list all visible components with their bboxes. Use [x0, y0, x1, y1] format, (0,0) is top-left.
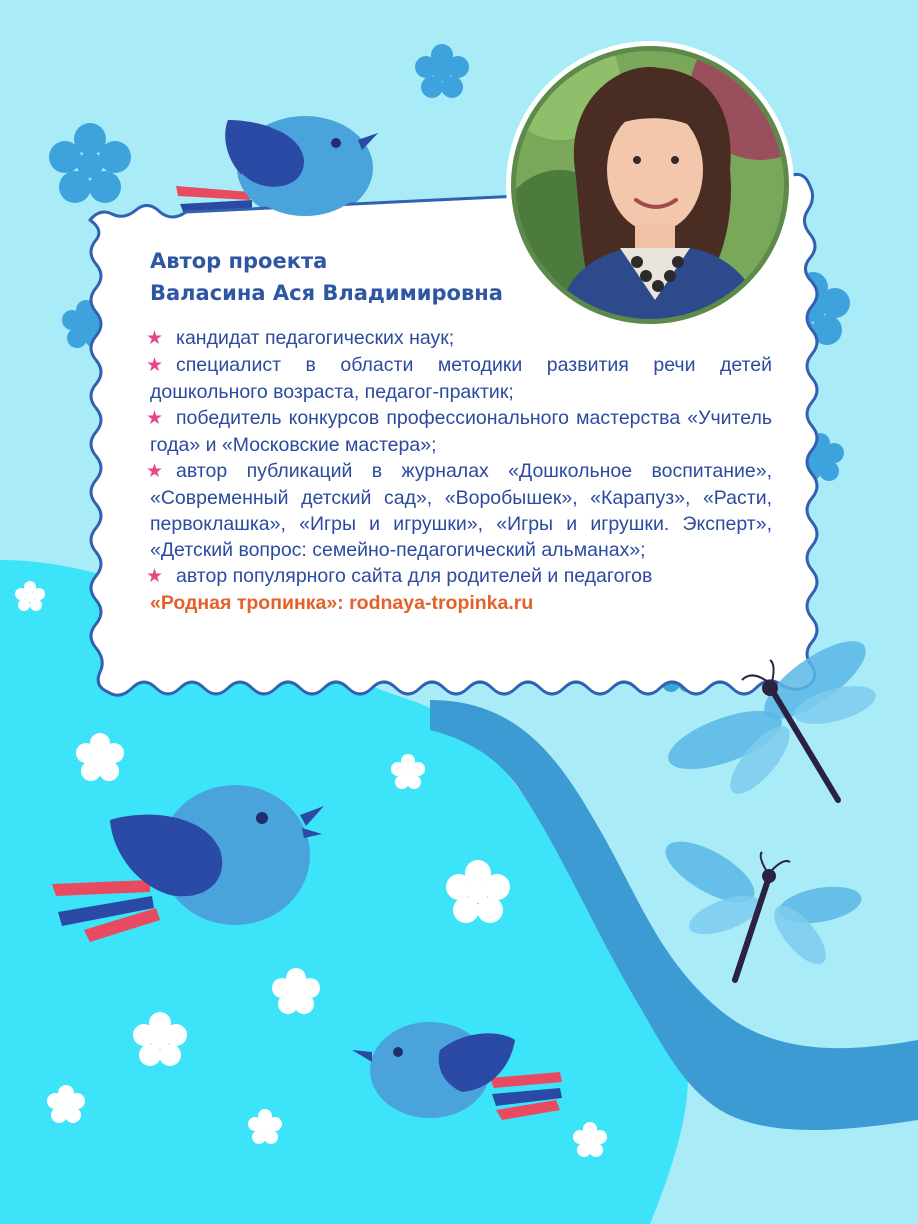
- star-bullet-icon: ★: [146, 408, 164, 429]
- website-link[interactable]: «Родная тропинка»: rodnaya-tropinka.ru: [150, 592, 534, 614]
- list-item: ★ автор популярного сайта для родителей и педагогов: [150, 563, 772, 590]
- star-bullet-icon: ★: [146, 461, 164, 482]
- author-info: [146, 245, 772, 616]
- credentials-list: [146, 325, 772, 590]
- star-bullet-icon: ★: [146, 566, 164, 587]
- star-bullet-icon: ★: [146, 328, 164, 349]
- author-name: Валасина Ася Владимировна: [150, 281, 503, 305]
- list-item: ★ победитель конкурсов профессионального мастерства «Учитель года» и «Московские мастера»;: [146, 407, 772, 456]
- list-item: ★ специалист в области методики развития речи детей дошкольного возраста, педагог-практик;: [146, 354, 772, 403]
- list-item: ★ кандидат педагогических наук;: [150, 325, 772, 352]
- author-heading: Автор проекта: [150, 249, 328, 273]
- star-bullet-icon: ★: [146, 355, 164, 376]
- list-item: ★ автор публикаций в журналах «Дошкольное воспитание», «Современный детский сад», «Воробышек», «Карапуз», «Расти, первоклашка», «Игры и игрушки», «Игры и игрушки. Эксперт», «Детский вопрос: семейно-педагогический альманах»;: [146, 460, 772, 561]
